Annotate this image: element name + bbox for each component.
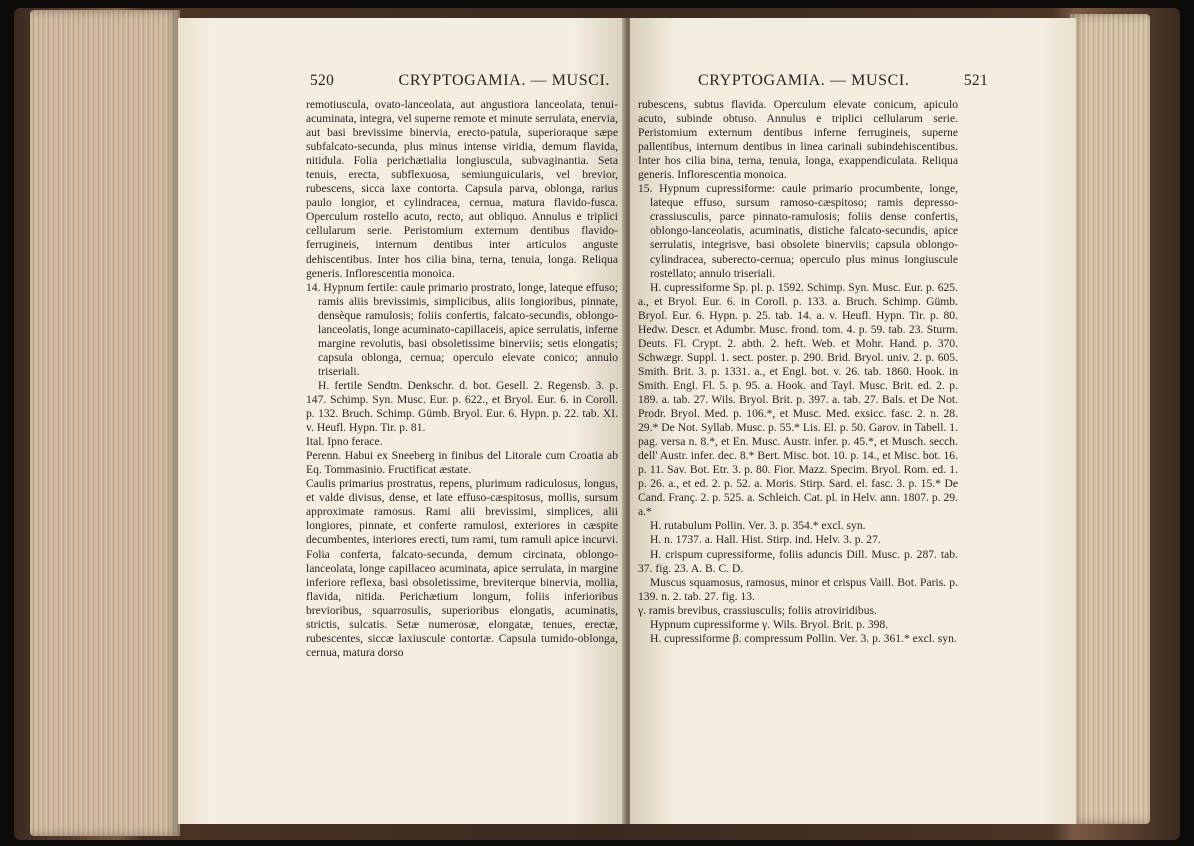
left-page-text	[306, 98, 618, 660]
paragraph: Hypnum cupressiforme γ. Wils. Bryol. Brit. p. 398.	[650, 617, 889, 631]
page-number: 520	[310, 72, 335, 89]
paragraph: Perenn. Habui ex Sneeberg in finibus del Litorale cum Croatia ab Eq. Tommasinio. Fructificat æstate.	[306, 449, 618, 477]
book-edge-right	[1070, 14, 1150, 824]
left-page-header	[310, 72, 610, 96]
paragraph: Muscus squamosus, ramosus, minor et crispus Vaill. Bot. Paris. p. 139. n. 2. tab. 27. fig. 13.	[638, 575, 958, 603]
paragraph: Ital. Ipno ferace.	[306, 435, 383, 449]
paragraph: 14. Hypnum fertile: caule primario prostrato, longe, lateque effuso; ramis aliis brevissimis, simplicibus, aliis longioribus, pinnate, densèque ramulosis; foliis confertis, falcato-secundis, oblongo-lanceolatis, longe acuminato-capillaceis, apice serrulatis, inferne margine revolutis, basi obsoletissime binerviis; setis elongatis; capsula oblonga, cernua; operculo elevate conico; annulo triseriali.	[306, 280, 618, 378]
paragraph: H. cupressiforme Sp. pl. p. 1592. Schimp. Syn. Musc. Eur. p. 625. a., et Bryol. Eur. 6. in Coroll. p. 133. a. Bruch. Schimp. Gümb. Bryol. Eur. 6. Hypn. p. 25. tab. 14. a. v. Heufl. Hypn. Tir. p. 80. Hedw. Descr. et Adumbr. Musc. frond. tom. 4. p. 59. tab. 23. Sturm. Deuts. Fl. Crypt. 2. abth. 2. heft. Web. et Mohr. Hand. p. 370. Schwægr. Suppl. 1. sect. poster. p. 290. Brid. Bryol. univ. 2. p. 605. Smith. Brit. 3. p. 1331. a., et Engl. bot. v. 26. tab. 1860. Hook. in Smith. Engl. Fl. 5. p. 95. a. Hook. and Tayl. Musc. Brit. ed. 2. p. 189. a. tab. 27. Wils. Bryol. Brit. p. 397. a. tab. 27. Bals. et De Not. Prodr. Bryol. Med. p. 106.*, et Musc. Med. exsicc. fasc. 2. n. 28. 29.* De Not. Syllab. Musc. p. 55.* Lis. El. p. 50. Garov. in Tabell. 1. pag. versa n. 8.*, et En. Musc. Austr. infer. p. 45.*, et Musch. secch. dell' Austr. infer. dec. 8.* Bert. Misc. bot. 10. p. 14., et Misc. bot. 16. p. 11. Sav. Bot. Etr. 3. p. 80. Fior. Mazz. Specim. Bryol. Rom. ed. 1. p. 26. a., et ed. 2. p. 52. a. Moris. Stirp. Sard. el. fasc. 3. p. 15.* De Cand. Franç. 2. p. 525. a. Schleich. Cat. pl. in Helv. ann. 1807. p. 29. a.*	[638, 280, 958, 519]
paragraph: Caulis primarius prostratus, repens, plurimum radiculosus, longus, et valde divisus, dense, et late effuso-cæspitosus, mollis, sursum approximate ramosus. Rami alii brevissimi, simplices, alii longiores, pinnate, et conferte ramulosi, exteriores in cæspite decumbentes, interiores erecti, tum rami, tum ramuli apice incurvi. Folia conferta, falcato-secunda, demum circinata, oblongo-lanceolata, longe capillaceo acuminata, apice serrulata, in margine inferiore reflexa, basi obsoletissime, breviterque binervia, mollia, flavida, nitida. Perichætium longum, foliis inferioribus brevioribus, squarrosulis, superioribus elongatis, acuminatis, strictis, sulcatis. Setæ numerosæ, elongatæ, tenues, erectæ, rubescentes, siccæ laxiuscule contortæ. Capsula tumido-oblonga, cernua, matura dorso	[306, 477, 618, 659]
paragraph: H. fertile Sendtn. Denkschr. d. bot. Gesell. 2. Regensb. 3. p. 147. Schimp. Syn. Musc. Eur. p. 622., et Bryol. Eur. 6. in Coroll. p. 132. Bruch. Schimp. Gümb. Bryol. Eur. 6. Hypn. p. 22. tab. XI. v. Heufl. Hypn. Tir. p. 81.	[306, 378, 618, 435]
right-page-text	[638, 98, 958, 646]
paragraph: rubescens, subtus flavida. Operculum elevate conicum, apiculo acuto, subinde obtuso. Annulus e triplici cellularum serie. Peristomium externum dentibus inferne ferrugineis, superne pallentibus, internum dentibus in linea carinali subindehiscentibus. Inter hos cilia bina, terna, tenuia, longa, exappendiculata. Reliqua generis. Inflorescentia monoica.	[638, 98, 958, 182]
paragraph: H. cupressiforme β. compressum Pollin. Ver. 3. p. 361.* excl. syn.	[650, 631, 957, 645]
left-page	[178, 18, 626, 824]
book-edge-left	[30, 10, 180, 836]
paragraph: remotiuscula, ovato-lanceolata, aut angustiora lanceolata, tenui-acuminata, integra, vel superne remote et minute serrulata, enervia, aut basi brevissime binervia, erecto-patula, superioraque sæpe subfalcato-secunda, plus minus intense viridia, demum flavida, nitidula. Folia perichætialia longiuscula, subvaginantia. Seta tenuis, erecta, subflexuosa, semiunguicularis, vel brevior, rubescens, sicca laxe contorta. Capsula parva, oblonga, rarius paulo longior, et cylindracea, cernua, matura flavido-fusca. Operculum rostello acuto, recto, aut obliquo. Annulus e triplici cellularum serie. Peristomium externum dentibus flavido-ferrugineis, internum dentibus inter articulos anguste dehiscentibus. Inter hos cilia bina, terna, tenuia, longa. Reliqua generis. Inflorescentia monoica.	[306, 98, 618, 280]
right-page-header	[698, 72, 988, 96]
running-head: CRYPTOGAMIA. — MUSCI.	[698, 72, 910, 89]
right-page	[630, 18, 1076, 824]
running-head: CRYPTOGAMIA. — MUSCI.	[398, 72, 610, 89]
page-number: 521	[963, 72, 988, 89]
paragraph: H. crispum cupressiforme, foliis aduncis Dill. Musc. p. 287. tab. 37. fig. 23. A. B. C. D.	[638, 547, 958, 575]
paragraph: 15. Hypnum cupressiforme: caule primario procumbente, longe, lateque effuso, sursum ramoso-cæspitoso; ramis depresso-crassiusculis, parce pinnato-ramulosis; foliis dense confertis, oblongo-lanceolatis, acuminatis, distiche falcato-secundis, apice serrulatis, integrisve, basi obsolete binerviis; capsula oblongo-cylindracea, suberecto-cernua; operculo plus minus longiuscule rostellato; annulo triseriali.	[638, 182, 958, 280]
paragraph: H. rutabulum Pollin. Ver. 3. p. 354.* excl. syn.	[650, 519, 866, 533]
paragraph: γ. ramis brevibus, crassiusculis; foliis atroviridibus.	[638, 603, 877, 617]
paragraph: H. n. 1737. a. Hall. Hist. Stirp. ind. Helv. 3. p. 27.	[650, 533, 881, 547]
